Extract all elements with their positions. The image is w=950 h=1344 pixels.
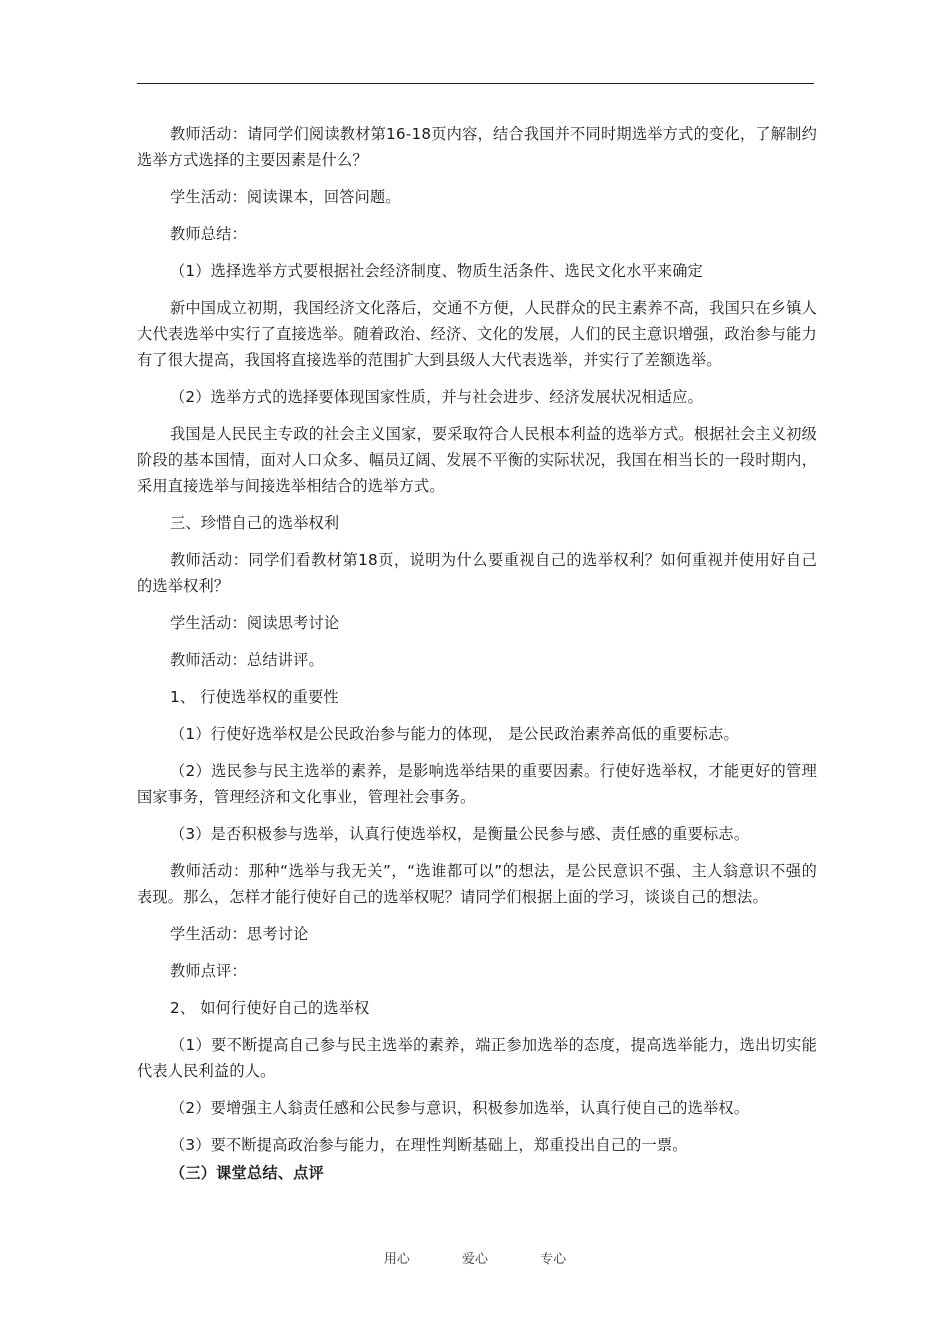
footer-text: 爱心 bbox=[461, 1252, 488, 1267]
page-footer bbox=[0, 1248, 950, 1267]
paragraph: 教师活动：同学们看教材第18页，说明为什么要重视自己的选举权利？如何重视并使用好自己的选举权利？ bbox=[137, 551, 817, 595]
bold-heading: （三）课堂总结、点评 bbox=[170, 1164, 324, 1182]
footer-text: 专心 bbox=[540, 1252, 567, 1267]
subsection-heading: 1、 行使选举权的重要性 bbox=[170, 688, 339, 706]
paragraph: （2）要增强主人翁责任感和公民参与意识，积极参加选举，认真行使自己的选举权。 bbox=[170, 1099, 750, 1117]
subsection-heading: 2、 如何行使好自己的选举权 bbox=[170, 999, 370, 1017]
paragraph: 新中国成立初期，我国经济文化落后，交通不方便，人民群众的民主素养不高，我国只在乡镇人大代表选举中实行了直接选举。随着政治、经济、文化的发展，人们的民主意识增强，政治参与能力有了很大提高，我国将直接选举的范围扩大到县级人大代表选举，并实行了差额选举。 bbox=[137, 299, 817, 369]
paragraph: 学生活动：阅读思考讨论 bbox=[170, 614, 340, 632]
paragraph: 教师活动：请同学们阅读教材第16-18页内容，结合我国并不同时期选举方式的变化，了解制约选举方式选择的主要因素是什么？ bbox=[137, 125, 817, 169]
paragraph: （3）是否积极参与选举，认真行使选举权，是衡量公民参与感、责任感的重要标志。 bbox=[170, 825, 750, 843]
paragraph: （2）选民参与民主选举的素养，是影响选举结果的重要因素。行使好选举权，才能更好的管理国家事务，管理经济和文化事业，管理社会事务。 bbox=[137, 762, 817, 806]
paragraph: （1）选择选举方式要根据社会经济制度、物质生活条件、选民文化水平来确定 bbox=[170, 262, 704, 280]
footer-text: 用心 bbox=[383, 1252, 410, 1267]
paragraph: 学生活动：阅读课本，回答问题。 bbox=[170, 188, 401, 206]
section-heading: 三、珍惜自己的选举权利 bbox=[170, 514, 340, 532]
header-rule bbox=[137, 83, 814, 84]
paragraph: 教师活动：那种“选举与我无关”，“选谁都可以”的想法，是公民意识不强、主人翁意识不强的表现。那么，怎样才能行使好自己的选举权呢？请同学们根据上面的学习，谈谈自己的想法。 bbox=[137, 862, 817, 906]
paragraph: 学生活动：思考讨论 bbox=[170, 925, 309, 943]
paragraph: 教师活动：总结讲评。 bbox=[170, 651, 324, 669]
paragraph: （2）选举方式的选择要体现国家性质，并与社会进步、经济发展状况相适应。 bbox=[170, 388, 704, 406]
paragraph: （1）要不断提高自己参与民主选举的素养，端正参加选举的态度，提高选举能力，选出切实能代表人民利益的人。 bbox=[137, 1036, 817, 1080]
paragraph: 我国是人民民主专政的社会主义国家，要采取符合人民根本利益的选举方式。根据社会主义初级阶段的基本国情，面对人口众多、幅员辽阔、发展不平衡的实际状况，我国在相当长的一段时期内，采用直接选举与间接选举相结合的选举方式。 bbox=[137, 425, 817, 495]
paragraph: 教师点评： bbox=[170, 962, 247, 980]
document-body bbox=[137, 121, 817, 1197]
paragraph: （3）要不断提高政治参与能力，在理性判断基础上，郑重投出自己的一票。 bbox=[170, 1136, 688, 1154]
paragraph: 教师总结： bbox=[170, 225, 247, 243]
paragraph: （1）行使好选举权是公民政治参与能力的体现， 是公民政治素养高低的重要标志。 bbox=[170, 725, 739, 743]
